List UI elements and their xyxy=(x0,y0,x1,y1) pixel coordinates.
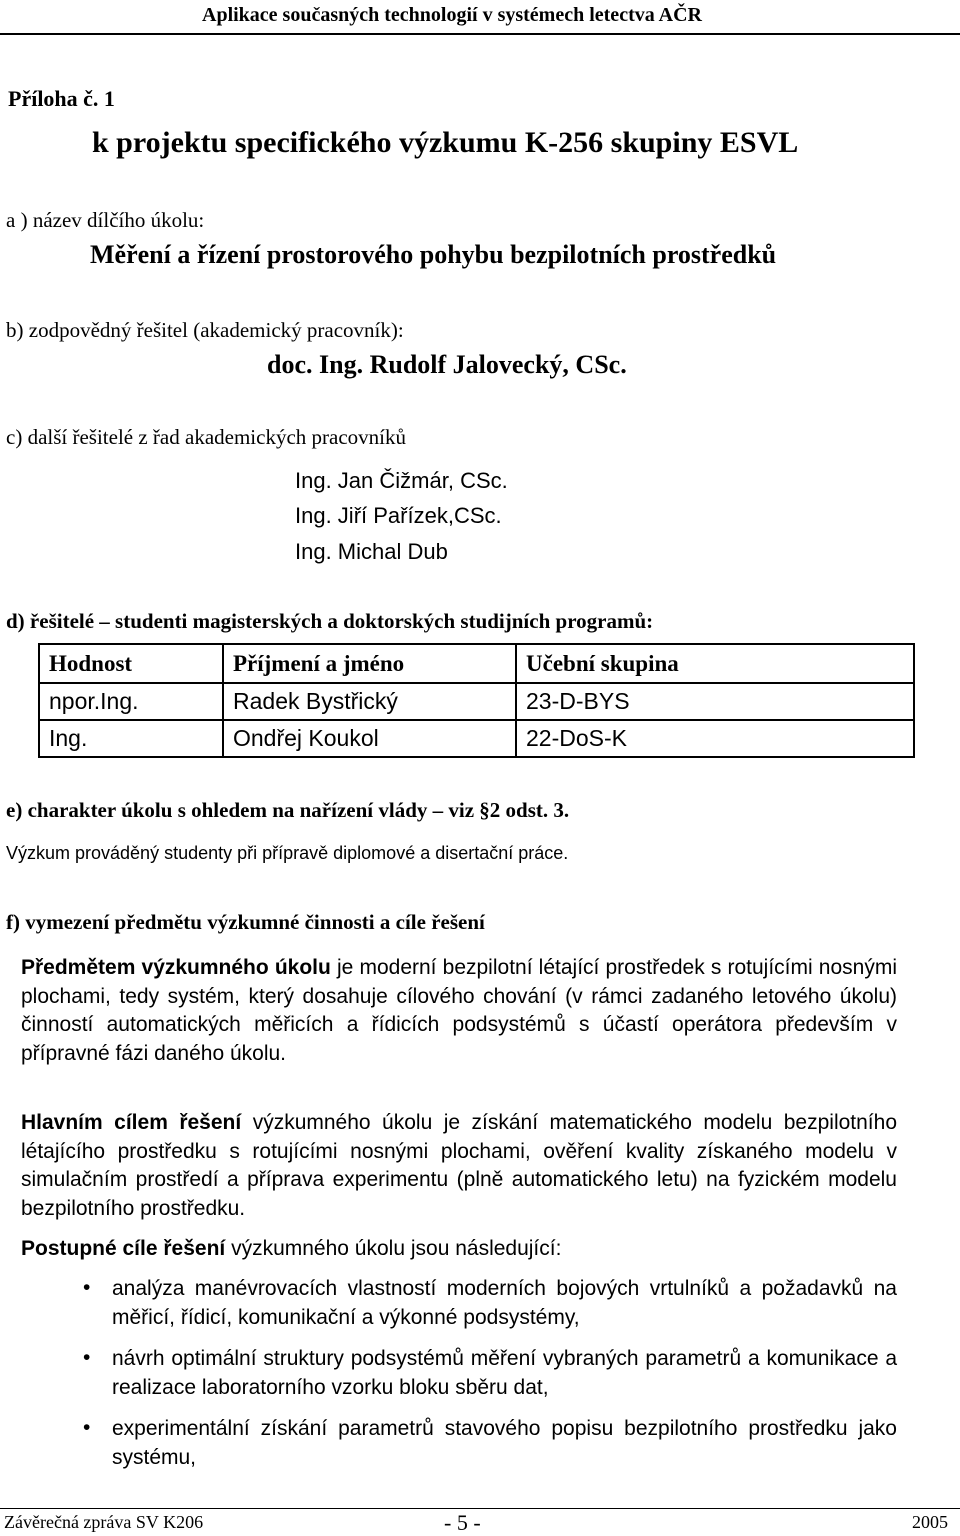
section-d-label: d) řešitelé – studenti magisterských a doktorských studijních programů: xyxy=(6,609,654,633)
section-a-value: Měření a řízení prostorového pohybu bezpilotních prostředků xyxy=(90,240,777,269)
footer-right: 2005 xyxy=(912,1512,948,1532)
goal-list-item: návrh optimální struktury podsystémů měření vybraných parametrů a komunikace a realizace laboratorního vzorku bloku sběru dat, xyxy=(112,1347,897,1399)
bullet-icon: • xyxy=(83,1276,91,1299)
paragraph-main-goal xyxy=(21,1109,897,1223)
table-row xyxy=(39,683,914,720)
section-b-label: b) zodpovědný řešitel (akademický pracovník): xyxy=(6,318,404,342)
paragraph-subject-lead: Předmětem výzkumného úkolu xyxy=(21,956,331,979)
table-cell: Radek Bystřický xyxy=(223,683,516,720)
table-row xyxy=(39,720,914,757)
section-c-person: Ing. Jan Čižmár, CSc. xyxy=(295,468,508,493)
annex-label: Příloha č. 1 xyxy=(8,86,115,111)
table-cell: 22-DoS-K xyxy=(516,720,914,757)
table-header-row xyxy=(39,644,914,683)
running-header: Aplikace současných technologií v systémech letectva AČR xyxy=(202,4,702,26)
section-f-label: f) vymezení předmětu výzkumné činnosti a cíle řešení xyxy=(6,910,485,934)
table-cell: Ing. xyxy=(39,720,223,757)
bullet-icon: • xyxy=(83,1416,91,1439)
section-c-label: c) další řešitelé z řad akademických pracovníků xyxy=(6,425,406,449)
section-c-person: Ing. Michal Dub xyxy=(295,539,448,564)
goal-list-item: experimentální získání parametrů stavového popisu bezpilotního prostředku jako systému, xyxy=(112,1417,897,1469)
paragraph-partial-goals xyxy=(21,1235,897,1264)
main-title: k projektu specifického výzkumu K-256 skupiny ESVL xyxy=(92,126,799,159)
header-rule xyxy=(0,33,960,35)
bullet-icon: • xyxy=(83,1346,91,1369)
paragraph-subject-text: je moderní bezpilotní létající prostředek s rotujícími nosnými plochami, tedy systém, který dosahuje cílového chování (v rámci zadaného letového úkolu) činností automatických měřicích a řídicích podsystémů s účastí operátora především v přípravné fázi daného úkolu. xyxy=(21,956,897,1065)
table-header-cell: Učební skupina xyxy=(516,644,914,683)
paragraph-main-goal-text: výzkumného úkolu je získání matematického modelu bezpilotního létajícího prostředku s rotujícími nosnými plochami, ověření kvality získaného modelu v simulačním prostředí a příprava experimentu (plně automatického letu) na fyzickém modelu bezpilotního prostředku. xyxy=(21,1111,897,1220)
section-e-text: Výzkum prováděný studenty při přípravě diplomové a disertační práce. xyxy=(6,843,569,863)
table-cell: Ondřej Koukol xyxy=(223,720,516,757)
section-c-person: Ing. Jiří Pařízek,CSc. xyxy=(295,503,502,528)
paragraph-partial-goals-lead: Postupné cíle řešení xyxy=(21,1237,226,1260)
paragraph-main-goal-lead: Hlavním cílem řešení xyxy=(21,1111,242,1134)
section-e-label: e) charakter úkolu s ohledem na nařízení vlády – viz §2 odst. 3. xyxy=(6,798,570,822)
footer-rule xyxy=(0,1508,960,1509)
table-header-cell: Příjmení a jméno xyxy=(223,644,516,683)
section-a-label: a ) název dílčího úkolu: xyxy=(6,208,205,232)
section-b-value: doc. Ing. Rudolf Jalovecký, CSc. xyxy=(267,350,627,379)
paragraph-subject xyxy=(21,954,897,1068)
table-cell: 23-D-BYS xyxy=(516,683,914,720)
table-cell: npor.Ing. xyxy=(39,683,223,720)
paragraph-partial-goals-text: výzkumného úkolu jsou následující: xyxy=(225,1237,562,1260)
page-number: - 5 - xyxy=(444,1510,481,1535)
goal-list-item: analýza manévrovacích vlastností moderních bojových vrtulníků a požadavků na měřicí, řídicí, komunikační a výkonné podsystémy, xyxy=(112,1277,897,1329)
table-header-cell: Hodnost xyxy=(39,644,223,683)
footer-left: Závěrečná zpráva SV K206 xyxy=(4,1512,204,1532)
students-table xyxy=(38,643,915,758)
